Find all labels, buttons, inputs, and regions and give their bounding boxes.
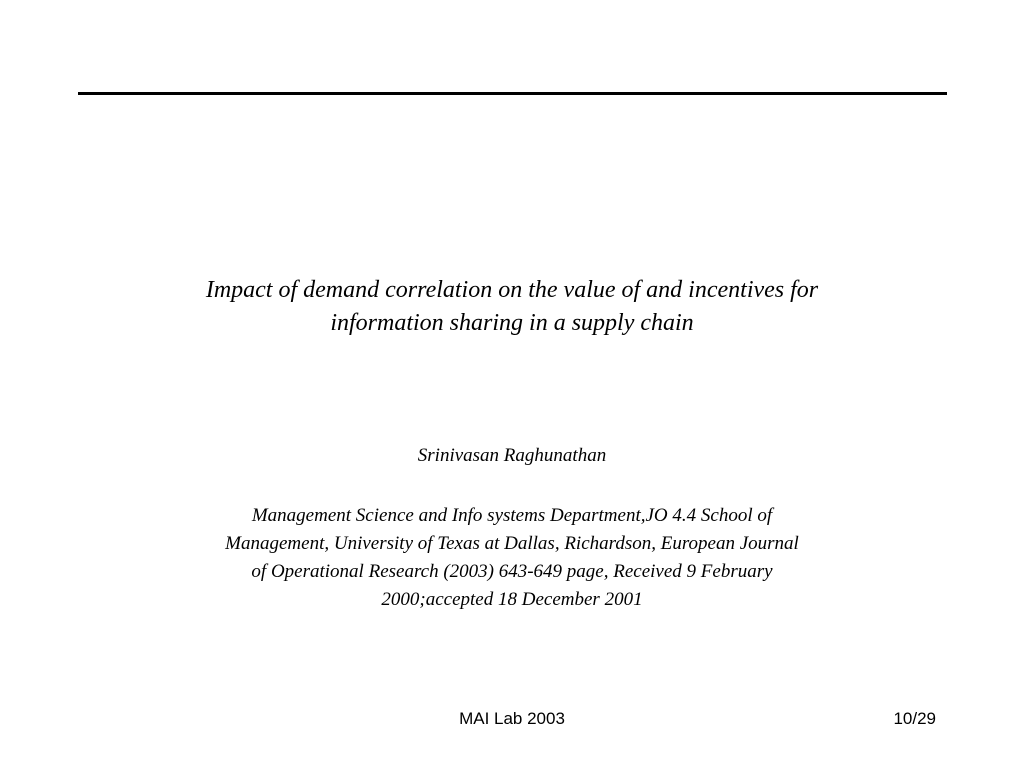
affiliation-text (100, 502, 924, 614)
affiliation-line-3: of Operational Research (2003) 643-649 page, Received 9 February (251, 561, 773, 582)
affiliation-line-4: 2000;accepted 18 December 2001 (381, 589, 643, 610)
top-divider (78, 92, 947, 95)
affiliation-line-1: Management Science and Info systems Department,JO 4.4 School of (251, 505, 773, 526)
page-number: 10/29 (893, 709, 936, 728)
footer-label: MAI Lab 2003 (459, 709, 565, 728)
slide-title (100, 274, 924, 340)
affiliation-line-2: Management, University of Texas at Dallas, Richardson, European Journal (225, 533, 799, 554)
author-name: Srinivasan Raghunathan (417, 445, 607, 466)
title-line-1: Impact of demand correlation on the value of and incentives for (205, 277, 819, 303)
title-line-2: information sharing in a supply chain (330, 310, 694, 336)
